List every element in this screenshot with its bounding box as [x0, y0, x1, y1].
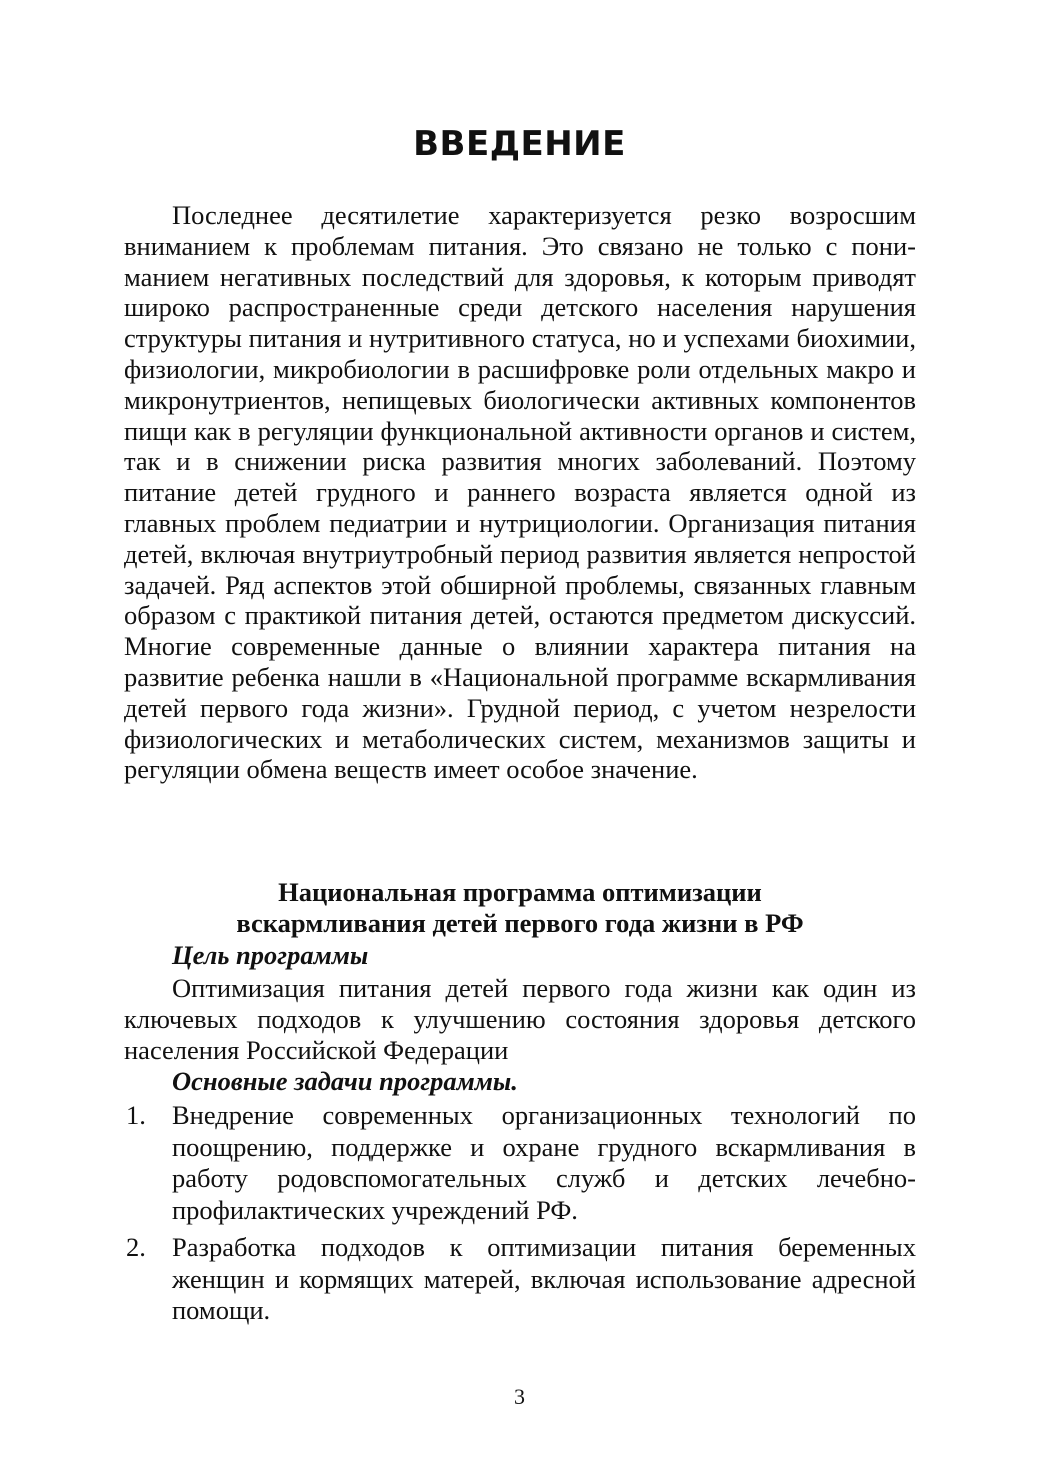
task-list: [124, 1100, 916, 1333]
goal-heading: Цель программы: [172, 940, 369, 970]
intro-paragraph: Последнее десятилетие характеризуется резко возросшим вниманием к проблемам питания. Это связано не только с пониманием негативных последствий для здоровья, к которым приводят широко распространенные среди детского населения нарушения структуры питания и нутритивного статуса, но и успехами биохимии, физиологии, микробиологии в расшифровке роли отдельных макро и микронутриентов, непищевых биологически активных компонентов пищи как в регуляции функциональной активности органов и систем, так и в снижении риска развития многих заболеваний. Поэтому питание детей грудного и раннего возраста является одной из главных проблем педиатрии и нутрициологии. Организация питания детей, включая внутриутробный период развития является непростой задачей. Ряд аспектов этой обширной проблемы, связанных главным образом с практикой питания детей, остаются предметом дискуссий. Многие современные данные о влиянии характера питания на развитие ребенка нашли в «Национальной программе вскармливания детей первого года жизни». Грудной период, с учетом незрелости физиологических и метаболических систем, механизмов защиты и регуляции обмена веществ имеет особое значение.: [124, 200, 916, 785]
list-item: [124, 1100, 916, 1226]
list-item-number: 2.: [126, 1232, 146, 1262]
list-item: [124, 1232, 916, 1327]
tasks-heading: Основные задачи программы.: [172, 1066, 518, 1096]
page-title: ВВЕДЕНИЕ: [413, 124, 626, 164]
list-item-text: Разработка подходов к оптимизации питания беременных женщин и кормящих матерей, включая использование адресной помощи.: [172, 1232, 916, 1325]
list-item-text: Внедрение современных организационных технологий по поощрению, поддержке и охране грудного вскармливания в работу родовспомогательных служб и детских лечебно-профилактических учреждений РФ.: [172, 1100, 916, 1225]
section-heading-line2: вскармливания детей первого года жизни в РФ: [236, 908, 804, 938]
section-heading-line1: Национальная программа оптимизации: [278, 877, 762, 907]
list-item-number: 1.: [126, 1100, 146, 1130]
goal-paragraph: Оптимизация питания детей первого года жизни как один из ключевых подходов к улучшению состояния здоровья детского населения Российской Федерации: [124, 973, 916, 1065]
page-number: 3: [514, 1384, 525, 1409]
